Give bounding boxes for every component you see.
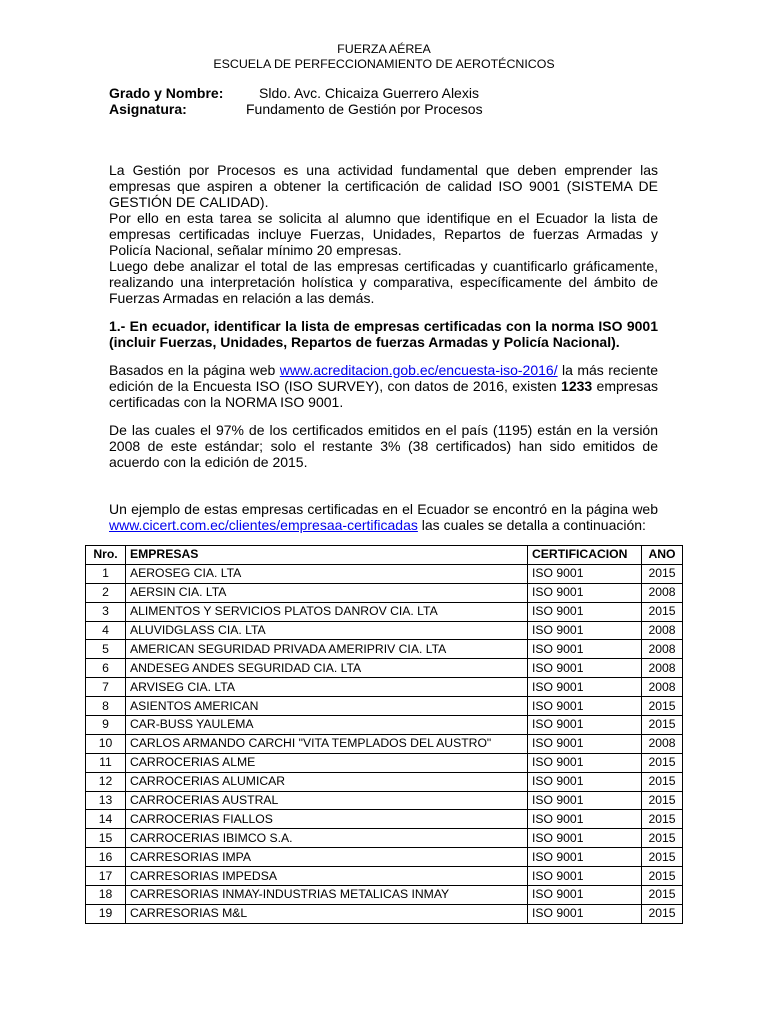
cell-certificacion: ISO 9001 (528, 791, 642, 810)
cell-certificacion: ISO 9001 (528, 867, 642, 886)
cell-nro: 1 (86, 564, 126, 583)
cell-ano: 2008 (642, 583, 683, 602)
survey-text-pre: Basados en la página web (109, 362, 280, 378)
cell-nro: 5 (86, 640, 126, 659)
cell-certificacion: ISO 9001 (528, 848, 642, 867)
cell-certificacion: ISO 9001 (528, 904, 642, 923)
cell-ano: 2015 (642, 829, 683, 848)
cell-certificacion: ISO 9001 (528, 583, 642, 602)
cell-nro: 13 (86, 791, 126, 810)
table-row (86, 753, 683, 772)
table-row (86, 772, 683, 791)
question-1: 1.- En ecuador, identificar la lista de empresas certificadas con la norma ISO 9001 (incluir Fuerzas, Unidades, Repartos de fuerzas Armadas y Policía Nacional). (109, 318, 658, 350)
cell-certificacion: ISO 9001 (528, 734, 642, 753)
example-paragraph (109, 501, 658, 533)
table-row (86, 659, 683, 678)
header-school: ESCUELA DE PERFECCIONAMIENTO DE AEROTÉCNICOS (213, 57, 555, 71)
cell-nro: 17 (86, 867, 126, 886)
meta-grado (109, 85, 479, 102)
table-row (86, 602, 683, 621)
intro-paragraph-1: La Gestión por Procesos es una actividad fundamental que deben emprender las empresas que aspiren a obtener la certificación de calidad ISO 9001 (SISTEMA DE GESTIÓN DE CALIDAD). (109, 162, 658, 210)
table-row (86, 716, 683, 735)
cell-certificacion: ISO 9001 (528, 621, 642, 640)
intro-paragraph-2: Por ello en esta tarea se solicita al alumno que identifique en el Ecuador la lista de empresas certificadas incluye Fuerzas, Unidades, Repartos de fuerzas Armadas y Policía Nacional, señalar mínimo 20 empresas. (109, 210, 658, 258)
survey-count: 1233 (561, 378, 593, 394)
cell-certificacion: ISO 9001 (528, 659, 642, 678)
intro-paragraph-3: Luego debe analizar el total de las empresas certificadas y cuantificarlo gráficamente, realizando una interpretación holística y comparativa, específicamente del ámbito de Fuerzas Armadas en relación a las demás. (109, 258, 658, 306)
cell-nro: 3 (86, 602, 126, 621)
header-institution: FUERZA AÉREA (337, 42, 431, 56)
cell-nro: 10 (86, 734, 126, 753)
cell-empresa: CARLOS ARMANDO CARCHI "VITA TEMPLADOS DEL AUSTRO" (126, 734, 528, 753)
cell-empresa: CARROCERIAS ALME (126, 753, 528, 772)
cell-ano: 2015 (642, 791, 683, 810)
cell-nro: 2 (86, 583, 126, 602)
cell-nro: 15 (86, 829, 126, 848)
cell-empresa: ANDESEG ANDES SEGURIDAD CIA. LTA (126, 659, 528, 678)
cell-empresa: CARRESORIAS IMPEDSA (126, 867, 528, 886)
table-header-row (86, 546, 683, 565)
table-row (86, 583, 683, 602)
cell-empresa: AMERICAN SEGURIDAD PRIVADA AMERIPRIV CIA. LTA (126, 640, 528, 659)
header-ano: ANO (642, 546, 683, 565)
cell-certificacion: ISO 9001 (528, 640, 642, 659)
header-certificacion: CERTIFICACION (528, 546, 642, 565)
example-text-post: las cuales se detalla a continuación: (417, 517, 646, 533)
cell-ano: 2015 (642, 886, 683, 905)
header-empresas: EMPRESAS (126, 546, 528, 565)
cell-empresa: AERSIN CIA. LTA (126, 583, 528, 602)
cell-ano: 2015 (642, 904, 683, 923)
table-row (86, 904, 683, 923)
cell-ano: 2015 (642, 810, 683, 829)
cell-nro: 16 (86, 848, 126, 867)
asignatura-value: Fundamento de Gestión por Procesos (246, 101, 483, 117)
cell-empresa: CARRESORIAS M&L (126, 904, 528, 923)
cell-certificacion: ISO 9001 (528, 678, 642, 697)
cell-nro: 4 (86, 621, 126, 640)
table-row (86, 810, 683, 829)
cell-nro: 8 (86, 697, 126, 716)
cell-nro: 11 (86, 753, 126, 772)
cell-ano: 2008 (642, 621, 683, 640)
cell-ano: 2015 (642, 848, 683, 867)
cell-certificacion: ISO 9001 (528, 697, 642, 716)
cell-empresa: CARRESORIAS IMPA (126, 848, 528, 867)
example-text-pre: Un ejemplo de estas empresas certificadas en el Ecuador se encontró en la página web (109, 501, 658, 517)
survey-paragraph (109, 362, 658, 410)
cell-empresa: CARRESORIAS INMAY-INDUSTRIAS METALICAS INMAY (126, 886, 528, 905)
certified-companies-table (85, 545, 683, 924)
survey-text-mid: la más reciente edición de la Encuesta ISO (ISO SURVEY), con datos de 2016, existen (109, 362, 658, 394)
cell-empresa: CARROCERIAS IBIMCO S.A. (126, 829, 528, 848)
cell-ano: 2015 (642, 564, 683, 583)
cell-empresa: ARVISEG CIA. LTA (126, 678, 528, 697)
cell-empresa: CAR-BUSS YAULEMA (126, 716, 528, 735)
cell-empresa: CARROCERIAS AUSTRAL (126, 791, 528, 810)
cell-certificacion: ISO 9001 (528, 772, 642, 791)
cell-ano: 2015 (642, 602, 683, 621)
acreditacion-link[interactable]: www.acreditacion.gob.ec/encuesta-iso-2016/ (279, 362, 558, 378)
meta-asignatura (109, 101, 483, 118)
cell-certificacion: ISO 9001 (528, 829, 642, 848)
intro-section (109, 162, 658, 306)
table-row (86, 848, 683, 867)
table-row (86, 734, 683, 753)
cell-nro: 9 (86, 716, 126, 735)
table-row (86, 791, 683, 810)
cell-certificacion: ISO 9001 (528, 602, 642, 621)
cell-ano: 2008 (642, 678, 683, 697)
cell-certificacion: ISO 9001 (528, 753, 642, 772)
asignatura-label: Asignatura: (109, 101, 187, 117)
cell-ano: 2008 (642, 659, 683, 678)
cell-ano: 2008 (642, 734, 683, 753)
table-body (86, 564, 683, 923)
cell-empresa: ASIENTOS AMERICAN (126, 697, 528, 716)
cell-empresa: CARROCERIAS ALUMICAR (126, 772, 528, 791)
cell-nro: 6 (86, 659, 126, 678)
table-row (86, 867, 683, 886)
table-row (86, 678, 683, 697)
cell-empresa: CARROCERIAS FIALLOS (126, 810, 528, 829)
table-row (86, 621, 683, 640)
grado-value: Sldo. Avc. Chicaiza Guerrero Alexis (259, 85, 479, 101)
header-nro: Nro. (86, 546, 126, 565)
table-row (86, 697, 683, 716)
cell-nro: 7 (86, 678, 126, 697)
cell-certificacion: ISO 9001 (528, 716, 642, 735)
cell-empresa: ALUVIDGLASS CIA. LTA (126, 621, 528, 640)
table-row (86, 829, 683, 848)
cell-ano: 2015 (642, 697, 683, 716)
cell-ano: 2015 (642, 753, 683, 772)
versions-paragraph: De las cuales el 97% de los certificados emitidos en el país (1195) están en la versión 2008 de este estándar; solo el restante 3% (38 certificados) han sido emitidos de acuerdo con la edición de 2015. (109, 422, 658, 470)
cell-empresa: AEROSEG CIA. LTA (126, 564, 528, 583)
cell-ano: 2015 (642, 716, 683, 735)
cell-ano: 2015 (642, 772, 683, 791)
cell-certificacion: ISO 9001 (528, 810, 642, 829)
cell-nro: 19 (86, 904, 126, 923)
cell-nro: 18 (86, 886, 126, 905)
grado-label: Grado y Nombre: (109, 85, 224, 101)
cicert-link[interactable]: www.cicert.com.ec/clientes/empresaa-certificadas (109, 517, 418, 533)
cell-empresa: ALIMENTOS Y SERVICIOS PLATOS DANROV CIA. LTA (126, 602, 528, 621)
cell-certificacion: ISO 9001 (528, 564, 642, 583)
table-row (86, 640, 683, 659)
cell-nro: 12 (86, 772, 126, 791)
table-row (86, 886, 683, 905)
cell-nro: 14 (86, 810, 126, 829)
survey-text-post: empresas certificadas con la NORMA ISO 9001. (109, 378, 659, 410)
cell-ano: 2008 (642, 640, 683, 659)
cell-ano: 2015 (642, 867, 683, 886)
table-row (86, 564, 683, 583)
cell-certificacion: ISO 9001 (528, 886, 642, 905)
